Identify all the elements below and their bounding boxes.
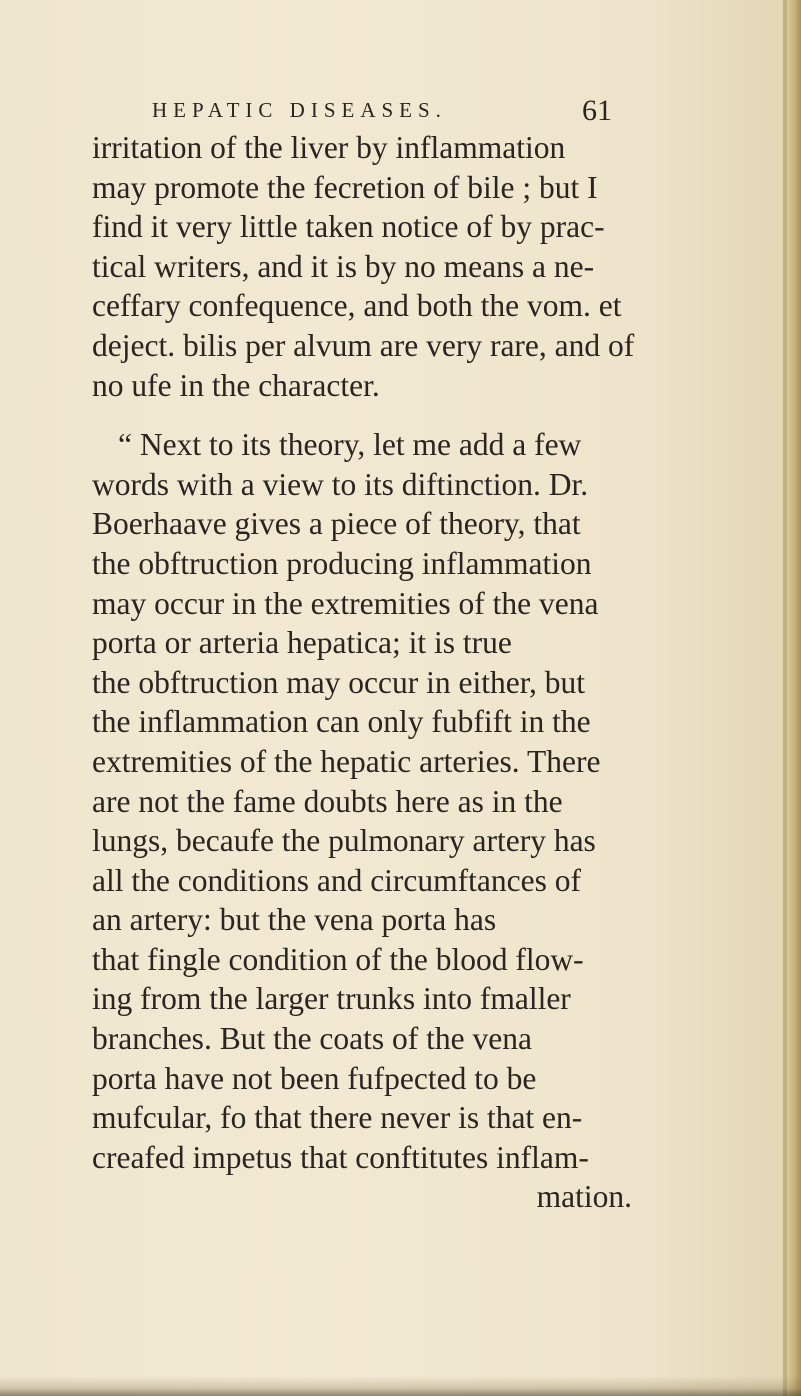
text-line: porta or arteria hepatica; it is true [92,625,512,661]
text-line: irritation of the liver by inflammation [92,130,566,165]
text-line: ing from the larger trunks into fmaller [92,981,571,1017]
text-line: find it very little taken notice of by prac- [92,209,605,245]
text-line: the obftruction producing inflammation [92,545,592,581]
text-line: mufcular, fo that there never is that en- [92,1100,583,1136]
text-line: branches. But the coats of the vena [92,1021,532,1057]
text-line: deject. bilis per alvum are very rare, and of [92,327,635,363]
gutter-shadow [783,0,787,1396]
text-line: “ Next to its theory, let me add a few [118,427,582,463]
text-line: may promote the fecretion of bile ; but I [92,169,598,205]
text-line: are not the fame doubts here as in the [92,783,563,819]
text-line: all the conditions and circumftances of [92,862,581,898]
page-bottom-edge [0,1376,801,1396]
running-head: HEPATIC DISEASES. [152,98,447,122]
text-line: no ufe in the character. [92,367,380,403]
page-number: 61 [582,94,612,127]
text-line: that fingle condition of the blood flow- [92,941,584,977]
text-line: mation. [536,1179,632,1215]
text-line: porta have not been fufpected to be [92,1060,537,1096]
text-line: creafed impetus that conftitutes inflam- [92,1139,589,1175]
paragraph-1 [92,128,635,405]
text-line: tical writers, and it is by no means a ne- [92,248,595,284]
paragraph-gap [92,405,632,425]
text-line: the obftruction may occur in either, but [92,664,585,700]
text-line: ceffary confequence, and both the vom. et [92,288,622,324]
body-text [92,128,635,1217]
text-line: words with a view to its diftinction. Dr. [92,466,589,502]
text-line: the inflammation can only fubfift in the [92,704,591,740]
text-line: Boerhaave gives a piece of theory, that [92,506,581,542]
text-line: extremities of the hepatic arteries. There [92,743,601,779]
text-line: may occur in the extremities of the vena [92,585,599,621]
paragraph-2 [92,425,632,1217]
text-line: an artery: but the vena porta has [92,902,497,938]
text-line: lungs, becaufe the pulmonary artery has [92,823,596,859]
